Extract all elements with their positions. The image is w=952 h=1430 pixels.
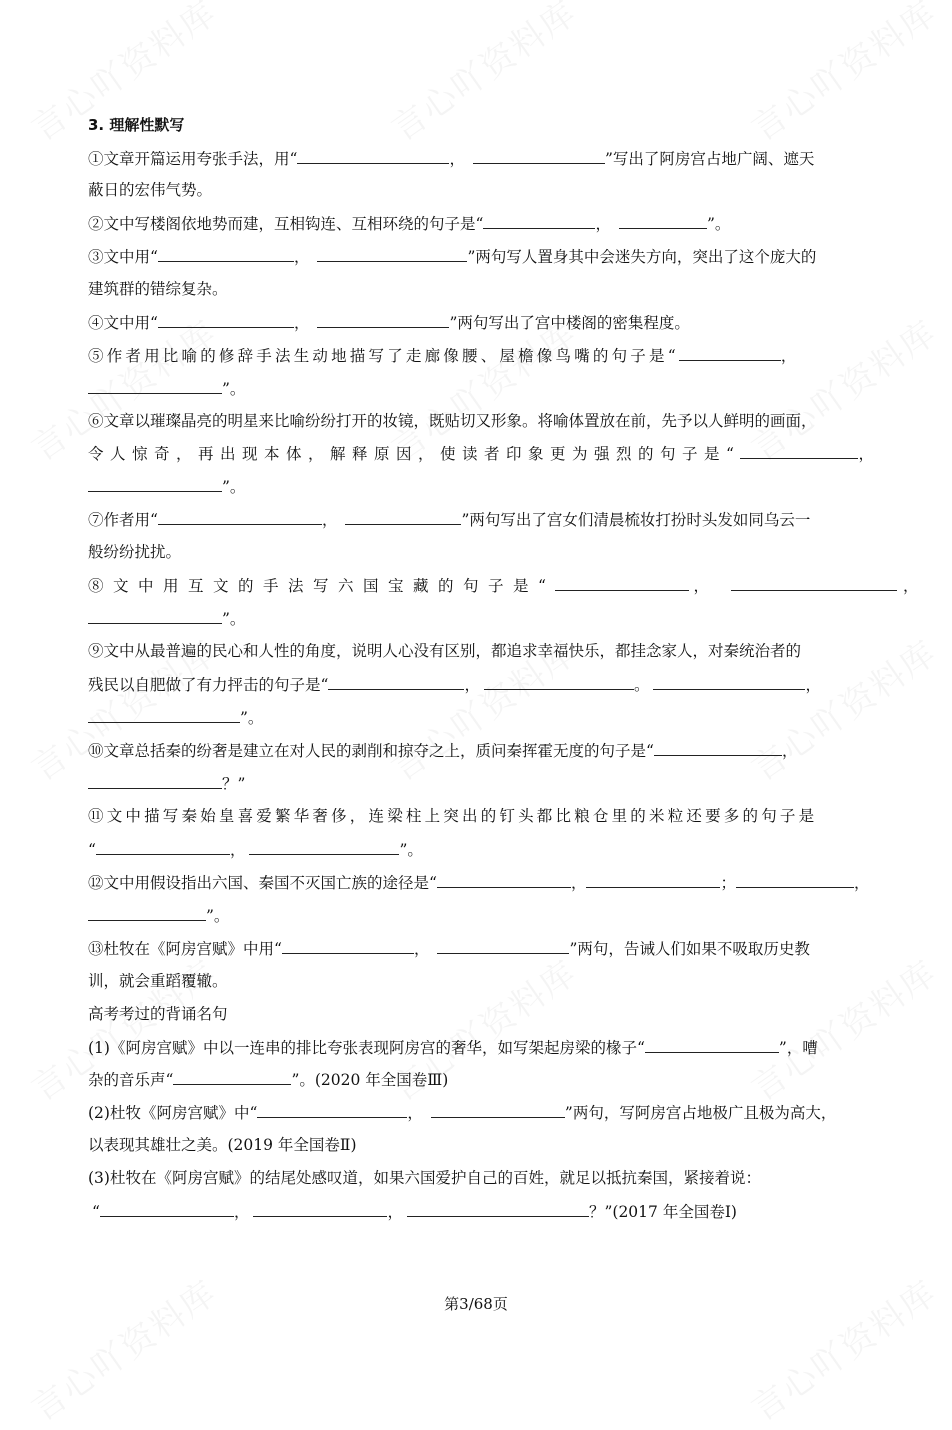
answer-blank[interactable]	[158, 246, 294, 262]
page-number: 第3/68页	[444, 1295, 508, 1313]
question-3: ③文中用“ ， ”两句写人置身其中会迷失方向，突出了这个庞大的	[88, 248, 817, 266]
watermark	[380, 0, 585, 150]
question-2: ②文中写楼阁依地势而建，互相钩连、互相环绕的句子是“ ， ”。	[88, 215, 731, 233]
answer-blank[interactable]	[653, 674, 805, 690]
answer-blank[interactable]	[437, 938, 569, 954]
answer-blank[interactable]	[484, 674, 634, 690]
answer-blank[interactable]	[679, 345, 781, 361]
answer-blank[interactable]	[586, 872, 720, 888]
question-8-cont: ”。	[88, 608, 245, 629]
question-7-cont: 般纷纷扰扰。	[88, 543, 182, 561]
question-6-cont: 令人惊奇，再出现本体，解释原因，使读者印象更为强烈的句子是“ ，	[88, 445, 874, 463]
answer-blank[interactable]	[645, 1037, 779, 1053]
answer-blank[interactable]	[88, 905, 206, 921]
question-3-cont: 建筑群的错综复杂。	[88, 280, 228, 298]
answer-blank[interactable]	[437, 872, 571, 888]
question-9-cont: 残民以自肥做了有力抨击的句子是“ ， 。 ，	[88, 676, 821, 694]
question-1: ①文章开篇运用夸张手法，用“ ， ”写出了阿房宫占地广阔、遮天	[88, 150, 815, 168]
answer-blank[interactable]	[88, 707, 240, 723]
gaokao-heading: 高考考过的背诵名句	[88, 1005, 228, 1023]
answer-blank[interactable]	[328, 674, 464, 690]
question-11-cont: “ ， ”。	[88, 841, 423, 859]
question-4: ④文中用“ ， ”两句写出了宫中楼阁的密集程度。	[88, 314, 690, 332]
answer-blank[interactable]	[317, 312, 449, 328]
question-5-cont: ”。	[88, 378, 245, 399]
answer-blank[interactable]	[483, 213, 595, 229]
answer-blank[interactable]	[158, 312, 294, 328]
question-12-cont: ”。	[88, 905, 229, 926]
answer-blank[interactable]	[619, 213, 707, 229]
question-6: ⑥文章以璀璨晶亮的明星来比喻纷纷打开的妆镜，既贴切又形象。将喻体置放在前，先予以人鲜明的画面，	[88, 412, 817, 430]
question-5: ⑤作者用比喻的修辞手法生动地描写了走廊像腰、屋檐像鸟嘴的句子是“ ，	[88, 347, 797, 365]
gaokao-question-1-cont: 杂的音乐声“ ”。(2020 年全国卷Ⅲ)	[88, 1071, 449, 1089]
watermark	[20, 1266, 225, 1430]
question-10: ⑩文章总括秦的纷奢是建立在对人民的剥削和掠夺之上，质问秦挥霍无度的句子是“ ，	[88, 742, 798, 760]
gaokao-question-3-cont: “ ， ， ？”(2017 年全国卷Ⅰ)	[92, 1203, 737, 1221]
answer-blank[interactable]	[88, 773, 222, 789]
question-7: ⑦作者用“ ， ”两句写出了宫女们清晨梳妆打扮时头发如同乌云一	[88, 511, 811, 529]
watermark	[740, 1266, 945, 1430]
answer-blank[interactable]	[173, 1069, 291, 1085]
answer-blank[interactable]	[317, 246, 467, 262]
question-9: ⑨文中从最普遍的民心和人性的角度，说明人心没有区别，都追求幸福快乐，都挂念家人，对秦统治者的	[88, 642, 802, 660]
answer-blank[interactable]	[555, 575, 689, 591]
answer-blank[interactable]	[249, 839, 399, 855]
question-13-cont: 训，就会重蹈覆辙。	[88, 972, 228, 990]
answer-blank[interactable]	[740, 443, 858, 459]
answer-blank[interactable]	[88, 476, 222, 492]
question-11: ⑪文中描写秦始皇喜爱繁华奢侈，连梁柱上突出的钉头都比粮仓里的米粒还要多的句子是	[88, 807, 818, 825]
answer-blank[interactable]	[431, 1102, 565, 1118]
answer-blank[interactable]	[473, 148, 605, 164]
question-10-cont: ？”	[88, 773, 245, 794]
section-heading: 3. 理解性默写	[88, 116, 185, 134]
answer-blank[interactable]	[100, 1201, 234, 1217]
question-8: ⑧文中用互文的手法写六国宝藏的句子是“ ， ，	[88, 577, 919, 595]
answer-blank[interactable]	[282, 938, 414, 954]
answer-blank[interactable]	[654, 740, 782, 756]
question-13: ⑬杜牧在《阿房宫赋》中用“ ， ”两句，告诫人们如果不吸取历史教	[88, 940, 810, 958]
answer-blank[interactable]	[88, 608, 222, 624]
watermark	[740, 0, 945, 150]
answer-blank[interactable]	[253, 1201, 387, 1217]
gaokao-question-2: (2)杜牧《阿房宫赋》中“ ， ”两句，写阿房宫占地极广且极为高大，	[88, 1104, 837, 1122]
answer-blank[interactable]	[88, 378, 222, 394]
gaokao-question-1: (1)《阿房宫赋》中以一连串的排比夸张表现阿房宫的奢华，如写架起房梁的椽子“ ”，嘈	[88, 1039, 818, 1057]
answer-blank[interactable]	[158, 509, 322, 525]
answer-blank[interactable]	[345, 509, 461, 525]
answer-blank[interactable]	[407, 1201, 589, 1217]
question-6-cont2: ”。	[88, 476, 245, 497]
watermark	[740, 946, 945, 1110]
question-9-cont2: ”。	[88, 707, 263, 728]
answer-blank[interactable]	[96, 839, 230, 855]
answer-blank[interactable]	[257, 1102, 407, 1118]
question-12: ⑫文中用假设指出六国、秦国不灭国亡族的途径是“ ， ； ，	[88, 874, 870, 892]
answer-blank[interactable]	[736, 872, 854, 888]
gaokao-question-3: (3)杜牧在《阿房宫赋》的结尾处感叹道，如果六国爱护自己的百姓，就足以抵抗秦国，紧接着说：	[88, 1169, 761, 1187]
question-1-cont: 蔽日的宏伟气势。	[88, 181, 213, 199]
answer-blank[interactable]	[731, 575, 897, 591]
answer-blank[interactable]	[297, 148, 449, 164]
gaokao-question-2-cont: 以表现其雄壮之美。(2019 年全国卷Ⅱ)	[88, 1136, 357, 1154]
